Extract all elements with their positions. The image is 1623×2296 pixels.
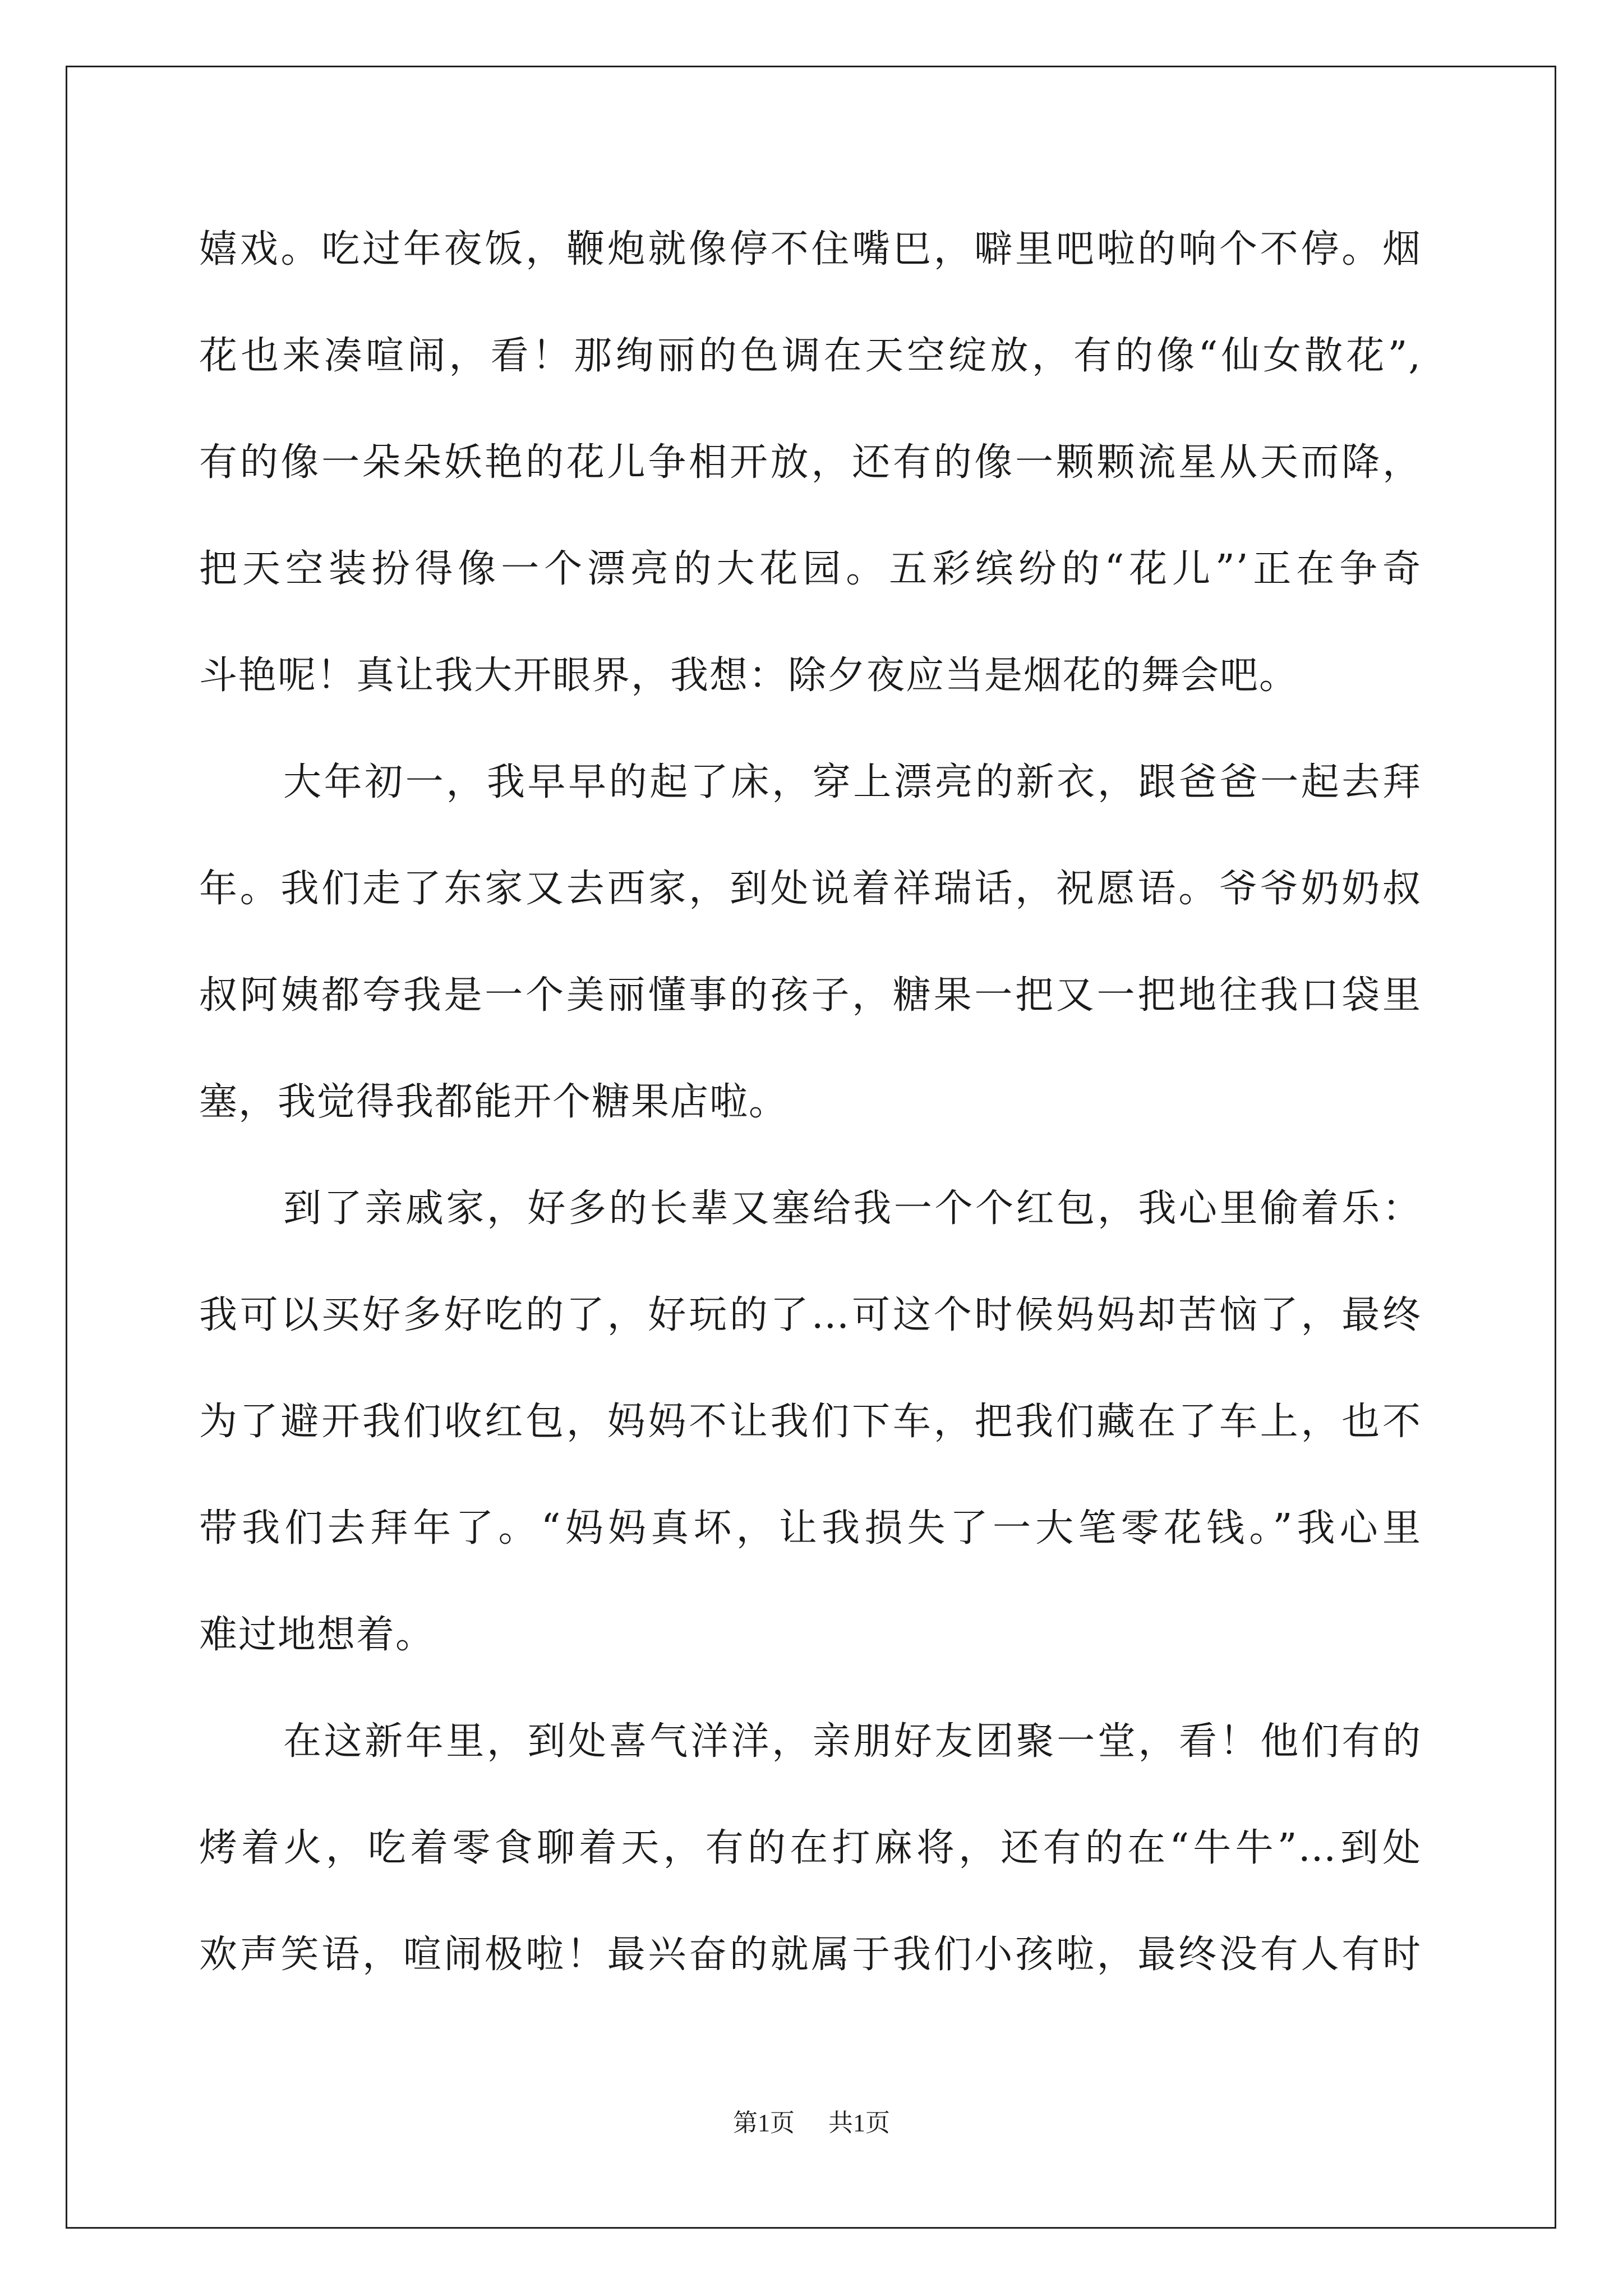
paragraph-2 bbox=[199, 757, 1422, 1184]
text-line: 花也来凑喧闹，看！那绚丽的色调在天空绽放，有的像“仙女散花”, bbox=[199, 334, 1422, 378]
text-line: 难过地想着。 bbox=[199, 1613, 435, 1657]
paragraph-4 bbox=[199, 1717, 1422, 2036]
text-line: 年。我们走了东家又去西家，到处说着祥瑞话，祝愿语。爷爷奶奶叔 bbox=[199, 867, 1422, 911]
text-line: 到了亲戚家，好多的长辈又塞给我一个个红包，我心里偷着乐： bbox=[283, 1186, 1422, 1231]
page-number: 第1页 bbox=[733, 2109, 795, 2137]
text-line: 嬉戏。吃过年夜饭，鞭炮就像停不住嘴巴，噼里吧啦的响个不停。烟 bbox=[199, 227, 1422, 272]
text-line: 大年初一，我早早的起了床，穿上漂亮的新衣，跟爸爸一起去拜 bbox=[283, 760, 1422, 804]
text-line: 把天空装扮得像一个漂亮的大花园。五彩缤纷的“花儿”’正在争奇 bbox=[199, 547, 1422, 591]
page-footer bbox=[0, 2102, 1623, 2138]
text-line: 为了避开我们收红包，妈妈不让我们下车，把我们藏在了车上，也不 bbox=[199, 1400, 1422, 1444]
text-line: 塞，我觉得我都能开个糖果店啦。 bbox=[199, 1080, 789, 1124]
page-total: 共1页 bbox=[828, 2109, 890, 2137]
text-line: 叔阿姨都夸我是一个美丽懂事的孩子，糖果一把又一把地往我口袋里 bbox=[199, 973, 1422, 1018]
text-line: 有的像一朵朵妖艳的花儿争相开放，还有的像一颗颗流星从天而降， bbox=[199, 440, 1422, 485]
text-line: 我可以买好多好吃的了，好玩的了…可这个时候妈妈却苦恼了，最终 bbox=[199, 1293, 1422, 1337]
text-line: 在这新年里，到处喜气洋洋，亲朋好友团聚一堂，看！他们有的 bbox=[283, 1719, 1422, 1764]
text-line: 烤着火，吃着零食聊着天，有的在打麻将，还有的在“牛牛”…到处 bbox=[199, 1826, 1422, 1870]
text-line: 斗艳呢！真让我大开眼界，我想：除夕夜应当是烟花的舞会吧。 bbox=[199, 654, 1299, 698]
text-line: 欢声笑语，喧闹极啦！最兴奋的就属于我们小孩啦，最终没有人有时 bbox=[199, 1932, 1422, 1977]
document-body bbox=[199, 224, 1422, 2036]
paragraph-1 bbox=[199, 224, 1422, 757]
paragraph-3 bbox=[199, 1184, 1422, 1717]
text-line: 带我们去拜年了。“妈妈真坏，让我损失了一大笔零花钱。”我心里 bbox=[199, 1506, 1422, 1550]
